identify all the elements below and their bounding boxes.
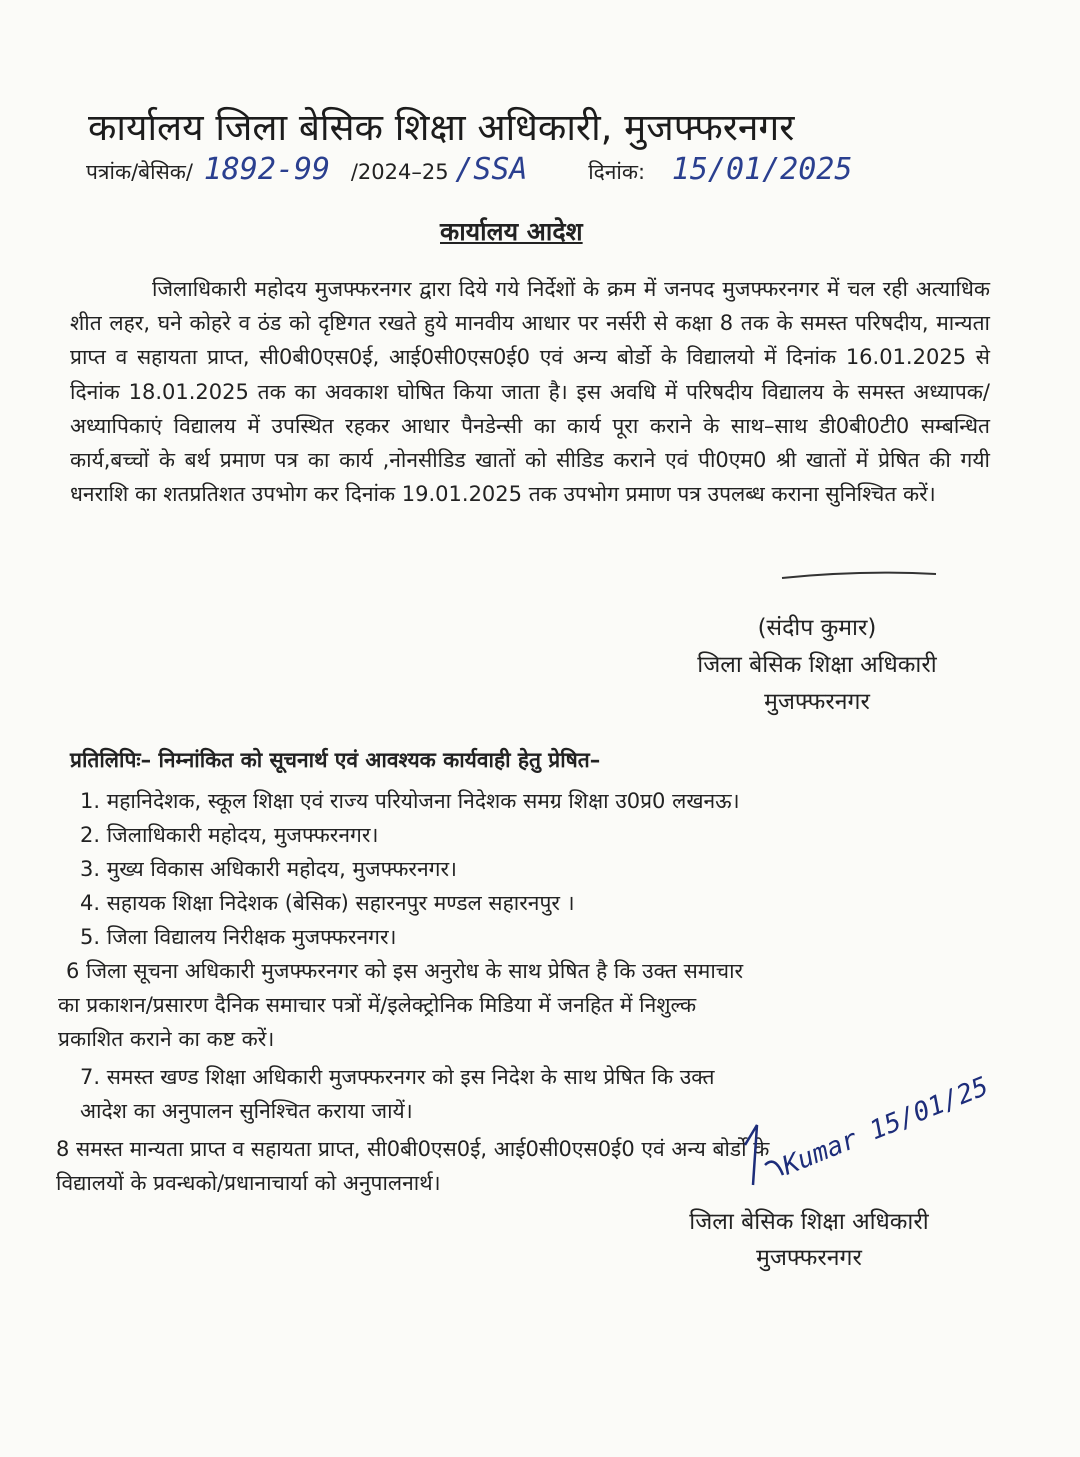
signature-block-top xyxy=(672,610,962,721)
copy-item: का प्रकाशन/प्रसारण दैनिक समाचार पत्रों में/इलेक्ट्रोनिक मिडिया में जनहित में निशुल्क xyxy=(58,993,697,1017)
copy-item: 1. महानिदेशक, स्कूल शिक्षा एवं राज्य परियोजना निदेशक समग्र शिक्षा उ0प्र0 लखनऊ। xyxy=(80,789,740,813)
signatory-name: (संदीप कुमार) xyxy=(757,615,877,641)
date-label: दिनांक: xyxy=(588,160,646,184)
ref-year: /2024–25 xyxy=(350,160,449,184)
copy-heading: प्रतिलिपिः– निम्नांकित को सूचनार्थ एवं आवश्यक कार्यवाही हेतु प्रेषित– xyxy=(70,748,601,772)
signature-block-bottom xyxy=(664,1204,954,1276)
signatory-place: मुजफ्फरनगर xyxy=(764,689,870,715)
signature-text: Kumar 15/01/25 xyxy=(778,1071,993,1182)
copy-item: प्रकाशित कराने का कष्ट करें। xyxy=(58,1027,275,1051)
copy-item: 3. मुख्य विकास अधिकारी महोदय, मुजफ्फरनगर। xyxy=(80,857,458,881)
copy-item: विद्यालयों के प्रवन्धको/प्रधानाचार्या को अनुपालनार्थ। xyxy=(56,1171,441,1195)
copy-item: 2. जिलाधिकारी महोदय, मुजफ्फरनगर। xyxy=(80,823,379,847)
date-value: 15/01/2025 xyxy=(671,152,853,187)
copy-item: 4. सहायक शिक्षा निदेशक (बेसिक) सहारनपुर मण्डल सहारनपुर । xyxy=(80,891,575,915)
copy-item: 5. जिला विद्यालय निरीक्षक मुजफ्फरनगर। xyxy=(80,925,397,949)
signatory-designation-bottom: जिला बेसिक शिक्षा अधिकारी xyxy=(689,1209,929,1235)
underline-stroke xyxy=(780,568,940,582)
office-title: कार्यालय जिला बेसिक शिक्षा अधिकारी, मुजफ्फरनगर xyxy=(88,106,795,149)
copy-item: आदेश का अनुपालन सुनिश्चित कराया जायें। xyxy=(80,1099,413,1123)
signatory-place-bottom: मुजफ्फरनगर xyxy=(756,1245,862,1271)
ref-suffix: /SSA xyxy=(455,152,528,187)
ref-prefix: पत्रांक/बेसिक/ xyxy=(86,160,193,184)
handwritten-signature xyxy=(735,1071,993,1215)
copy-item: 7. समस्त खण्ड शिक्षा अधिकारी मुजफ्फरनगर को इस निदेश के साथ प्रेषित कि उक्त xyxy=(80,1065,715,1089)
order-body: जिलाधिकारी महोदय मुजफ्फरनगर द्वारा दिये गये निर्देशों के क्रम में जनपद मुजफ्फरनगर में चल रही अत्याधिक शीत लहर, घने कोहरे व ठंड को दृष्टिगत रखते हुये मानवीय आधार पर नर्सरी से कक्षा 8 तक के समस्त परिषदीय, मान्यता प्राप्त व सहायता प्राप्त, सी0बी0एस0ई, आई0सी0एस0ई0 एवं अन्य बोर्डो के विद्यालयो में दिनांक 16.01.2025 से दिनांक 18.01.2025 तक का अवकाश घोषित किया जाता है। इस अवधि में परिषदीय विद्यालय के समस्त अध्यापक/अध्यापिकाएं विद्यालय में उपस्थित रहकर आधार पैनडेन्सी का कार्य पूरा कराने के साथ–साथ डी0बी0टी0 सम्बन्धित कार्य,बच्चों के बर्थ प्रमाण पत्र का कार्य ,नोनसीडिड खातों को सीडिड कराने एवं पी0एम0 श्री खातों में प्रेषित की गयी धनराशि का शतप्रतिशत उपभोग कर दिनांक 19.01.2025 तक उपभोग प्रमाण पत्र उपलब्ध कराना सुनिश्चित करें। xyxy=(70,277,990,507)
copy-item: 8 समस्त मान्यता प्राप्त व सहायता प्राप्त, सी0बी0एस0ई, आई0सी0एस0ई0 एवं अन्य बोर्डो के xyxy=(56,1137,770,1161)
signatory-designation: जिला बेसिक शिक्षा अधिकारी xyxy=(697,652,937,678)
ref-number: 1892-99 xyxy=(203,152,331,187)
order-heading: कार्यालय आदेश xyxy=(440,217,583,246)
reference-row xyxy=(86,152,852,187)
copy-item: 6 जिला सूचना अधिकारी मुजफ्फरनगर को इस अनुरोध के साथ प्रेषित है कि उक्त समाचार xyxy=(66,959,744,983)
